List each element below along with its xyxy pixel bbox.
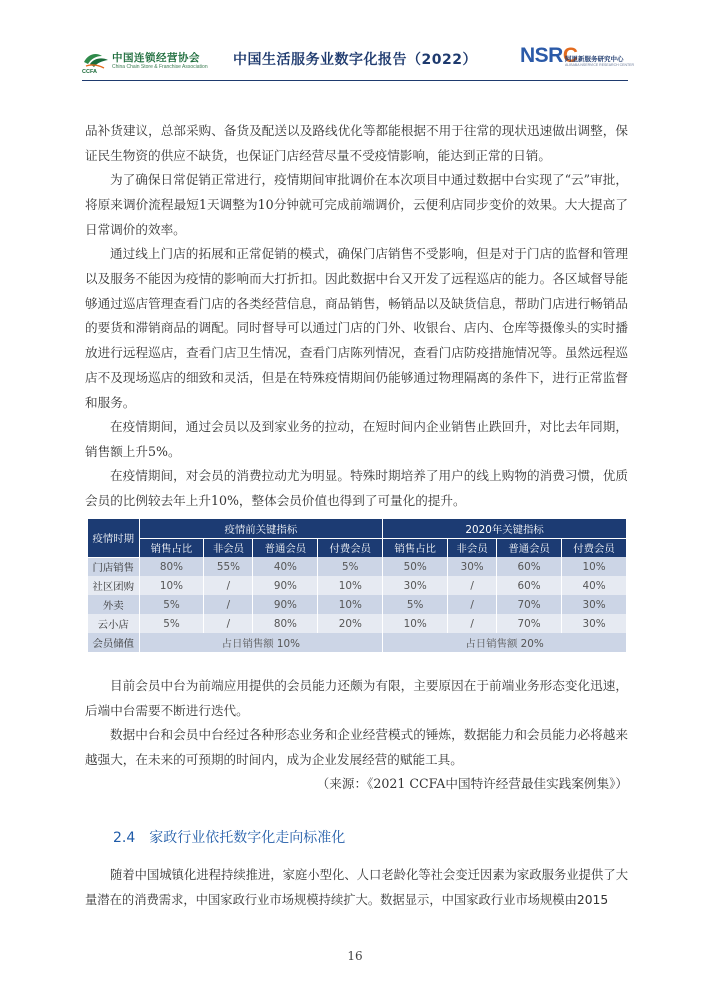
body-paragraph: 数据中台和会员中台经过各种形态业务和企业经营模式的锤炼，数据能力和会员能力必将越来越强大，在未来的可预期的时间内，成为企业发展经营的赋能工具。	[85, 727, 628, 767]
page-header	[0, 0, 710, 84]
row-label: 社区团购	[88, 576, 139, 595]
table-cell: 55%	[204, 557, 253, 576]
table-cell: 60%	[497, 576, 562, 595]
row-label: 门店销售	[88, 557, 139, 576]
body-paragraph: 品补货建议，总部采购、备货及配送以及路线优化等都能根据不用于往常的现状迅速做出调整，保证民生物资的供应不缺货，也保证门店经营尽量不受疫情影响，能达到正常的日销。	[85, 123, 628, 163]
row-label: 外卖	[88, 595, 139, 614]
ccfa-name-cn: 中国连锁经营协会	[112, 52, 200, 64]
table-cell: 80%	[139, 557, 204, 576]
row-label: 云小店	[88, 614, 139, 633]
table-col-header: 付费会员	[318, 538, 383, 557]
table-cell: 80%	[253, 614, 318, 633]
table-cell: 10%	[562, 557, 627, 576]
source-citation: （来源：《2021 CCFA中国特许经营最佳实践案例集》）	[316, 776, 628, 791]
table-cell: 5%	[318, 557, 383, 576]
table-col-header: 非会员	[448, 538, 497, 557]
table-cell: 5%	[383, 595, 448, 614]
kpi-table	[88, 519, 627, 652]
table-cell: 5%	[139, 614, 204, 633]
table-cell: 占日销售额 10%	[139, 633, 383, 652]
table-cell: 50%	[383, 557, 448, 576]
table-col-header: 普通会员	[253, 538, 318, 557]
table-cell: 70%	[497, 614, 562, 633]
table-row	[88, 614, 627, 633]
table-cell: 30%	[562, 614, 627, 633]
table-cell: 30%	[383, 576, 448, 595]
body-paragraph: 在疫情期间，对会员的消费拉动尤为明显。特殊时期培养了用户的线上购物的消费习惯，优质会员的比例较去年上升10%，整体会员价值也得到了可量化的提升。	[85, 468, 628, 508]
table-col-header: 销售占比	[139, 538, 204, 557]
table-cell: 70%	[497, 595, 562, 614]
nsrc-wordmark: NSRC	[520, 44, 578, 67]
table-cell: 10%	[139, 576, 204, 595]
table-col-header: 非会员	[204, 538, 253, 557]
table-cell: /	[204, 576, 253, 595]
nsrc-subtitle-en: ALIBABA NSERVICE RESEARCH CENTER	[565, 63, 634, 67]
table-cell: 40%	[562, 576, 627, 595]
table-cell: 10%	[318, 576, 383, 595]
page-number: 16	[347, 949, 363, 963]
body-paragraph: 通过线上门店的拓展和正常促销的模式，确保门店销售不受影响，但是对于门店的监督和管理以及服务不能因为疫情的影响而大打折扣。因此数据中台又开发了远程巡店的能力。各区域督导能够通过巡店管理查看门店的各类经营信息，商品销售，畅销品以及缺货信息，帮助门店进行畅销品的要货和滞销商品的调配。同时督导可以通过门店的门外、收银台、店内、仓库等摄像头的实时播放进行远程巡店，查看门店卫生情况，查看门店陈列情况，查看门店防疫措施情况等。虽然远程巡店不及现场巡店的细致和灵活，但是在特殊疫情期间仍能够通过物理隔离的条件下，进行正常监督和服务。	[85, 246, 628, 410]
table-cell: /	[448, 614, 497, 633]
table-cell: 20%	[318, 614, 383, 633]
ccfa-abbr: CCFA	[82, 69, 97, 75]
row-label: 会员储值	[88, 633, 139, 652]
table-group-header: 2020年关键指标	[383, 519, 627, 538]
table-cell: /	[204, 614, 253, 633]
table-cell: 40%	[253, 557, 318, 576]
section-heading	[113, 827, 345, 847]
table-row	[88, 576, 627, 595]
table-col-header: 普通会员	[497, 538, 562, 557]
section-number: 2.4	[113, 830, 136, 846]
header-divider	[82, 80, 628, 81]
table-cell: 30%	[562, 595, 627, 614]
body-paragraph: 随着中国城镇化进程持续推进，家庭小型化、人口老龄化等社会变迁因素为家政服务业提供了大量潜在的消费需求，中国家政行业市场规模持续扩大。数据显示，中国家政行业市场规模由2015	[85, 868, 628, 907]
nsrc-subtitle: 阿里新服务研究中心	[565, 55, 624, 63]
table-cell: 30%	[448, 557, 497, 576]
table-cell: 10%	[318, 595, 383, 614]
table-cell: /	[448, 576, 497, 595]
table-cell: 5%	[139, 595, 204, 614]
nsrc-logo	[520, 44, 634, 74]
table-corner-header: 疫情时期	[88, 519, 139, 557]
body-paragraph: 在疫情期间，通过会员以及到家业务的拉动，在短时间内企业销售止跌回升，对比去年同期，销售额上升5%。	[85, 419, 628, 459]
body-paragraph: 目前会员中台为前端应用提供的会员能力还颇为有限，主要原因在于前端业务形态变化迅速，后端中台需要不断进行迭代。	[85, 678, 628, 718]
table-cell: 90%	[253, 595, 318, 614]
section-title: 家政行业依托数字化走向标准化	[149, 830, 346, 846]
table-cell: 10%	[383, 614, 448, 633]
table-cell: 占日销售额 20%	[383, 633, 627, 652]
table-cell: /	[448, 595, 497, 614]
table-col-header: 付费会员	[562, 538, 627, 557]
table-row	[88, 595, 627, 614]
body-paragraph: 为了确保日常促销正常进行，疫情期间审批调价在本次项目中通过数据中台实现了“云”审批，将原来调价流程最短1天调整为10分钟就可完成前端调价，云便利店同步变价的效果。大大提高了日常调价的效率。	[85, 172, 628, 237]
ccfa-name-en: China Chain Store & Franchise Association	[112, 64, 208, 70]
table-cell: /	[204, 595, 253, 614]
table-row	[88, 633, 627, 652]
table-group-header: 疫情前关键指标	[139, 519, 383, 538]
table-row	[88, 557, 627, 576]
table-cell: 60%	[497, 557, 562, 576]
table-cell: 90%	[253, 576, 318, 595]
table-col-header: 销售占比	[383, 538, 448, 557]
report-title: 中国生活服务业数字化报告（2022）	[233, 52, 477, 68]
